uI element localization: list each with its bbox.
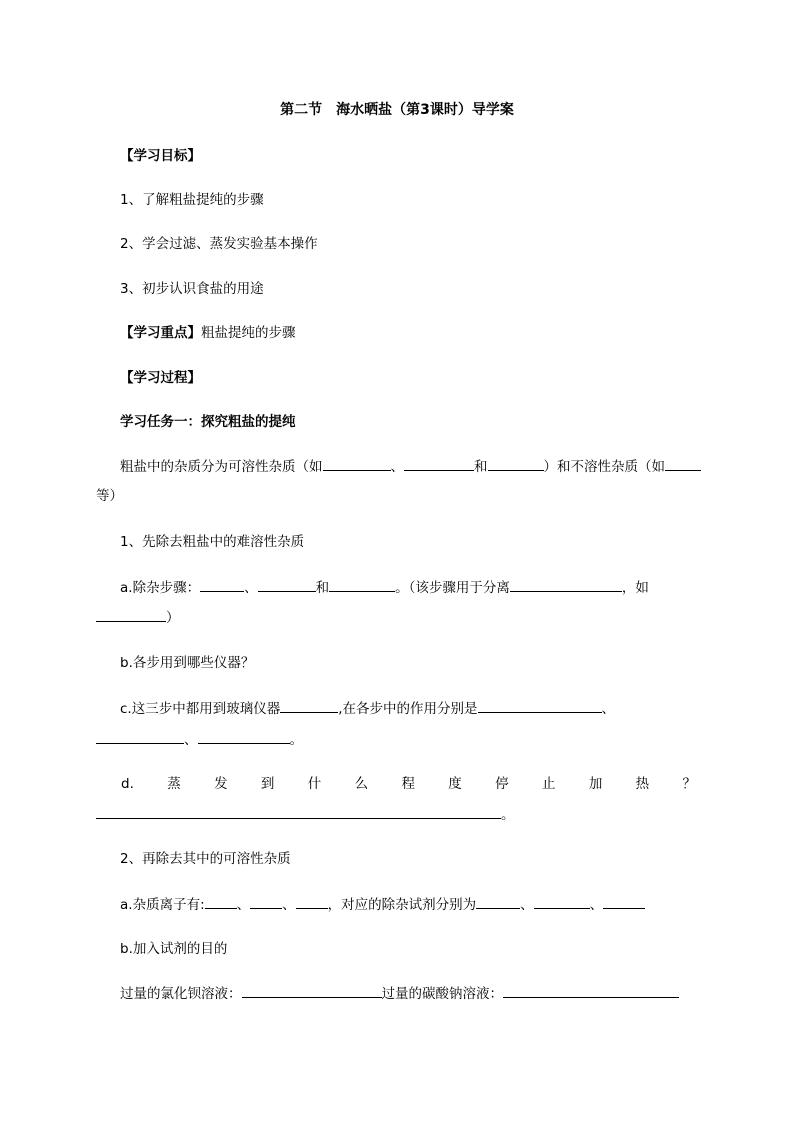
step1-c-end: 。 [289,732,303,748]
d-char: 程 [401,776,415,792]
blank[interactable] [323,456,391,471]
step2-reagents [120,983,679,1004]
d-char: 蒸 [167,776,181,792]
blank[interactable] [329,577,395,592]
blank[interactable] [404,456,474,471]
step2-heading: 2、再除去其中的可溶性杂质 [120,851,291,867]
intro-cont: 等） [96,488,123,504]
blank[interactable] [534,894,590,909]
objective-item: 2、学会过滤、蒸发实验基本操作 [120,236,318,252]
objective-item: 3、初步认识食盐的用途 [120,281,264,297]
step1-a-cont [96,607,180,628]
sep: 、 [184,732,198,748]
key-point [120,323,296,343]
blank[interactable] [205,894,237,909]
sep: 、 [589,897,604,913]
blank[interactable] [488,456,544,471]
step1-heading: 1、先除去粗盐中的难溶性杂质 [120,534,305,550]
step1-c-label: c.这三步中都用到玻璃仪器 [120,701,281,717]
na2co3-label: 过量的碳酸钠溶液： [381,986,503,1002]
d-char: 么 [354,776,369,792]
sep: 、 [601,701,616,717]
objectives-heading: 【学习目标】 [120,148,201,164]
objective-item: 1、了解粗盐提纯的步骤 [120,192,264,208]
intro-text: ）和不溶性杂质（如 [543,459,665,475]
step2-b: b.加入试剂的目的 [120,941,228,957]
blank[interactable] [96,804,439,819]
page-title: 第二节 海水晒盐（第3课时）导学案 [280,102,514,118]
blank[interactable] [280,698,338,713]
d-char: d. [121,776,134,792]
d-char: 发 [214,776,228,792]
d-char: 热 [635,776,650,792]
step1-d-end: 。 [501,807,515,823]
blank[interactable] [603,894,645,909]
blank[interactable] [96,607,166,622]
step2-a-label: a.杂质离子有: [120,897,205,913]
step1-b: b.各步用到哪些仪器？ [120,655,255,671]
blank[interactable] [510,577,622,592]
and: 和 [315,580,330,596]
step1-d-cont [96,804,515,825]
key-point-heading: 【学习重点】 [120,325,201,341]
step1-a-label: a.除杂步骤： [120,580,201,596]
blank[interactable] [296,894,328,909]
step2-a [120,894,645,915]
step1-c-mid: ,在各步中的作用分别是 [338,701,478,717]
d-char: ？ [682,776,696,792]
d-char: 止 [541,776,556,792]
blank[interactable] [198,729,290,744]
d-char: 停 [495,776,509,792]
sep: 、 [282,897,296,913]
bacl2-label: 过量的氯化钡溶液： [120,986,242,1002]
blank[interactable] [665,456,701,471]
step2-a-mid: ，对应的除杂试剂分别为 [327,897,477,913]
blank[interactable] [242,983,382,998]
d-char: 加 [588,776,603,792]
blank[interactable] [96,729,184,744]
blank[interactable] [478,698,602,713]
intro-and: 和 [474,459,488,475]
d-char: 到 [260,776,275,792]
step1-a [120,577,649,598]
task1-heading: 学习任务一：探究粗盐的提纯 [120,414,296,430]
intro-line [120,456,701,477]
step1-a-end: ） [166,610,180,626]
blank[interactable] [476,894,520,909]
key-point-text: 粗盐提纯的步骤 [201,325,296,341]
step1-d [121,774,696,794]
step1-c-cont [96,729,303,750]
blank[interactable] [503,983,679,998]
blank[interactable] [258,577,316,592]
blank[interactable] [439,804,501,819]
sep: 、 [520,897,534,913]
d-char: 什 [307,776,322,792]
sep: 、 [236,897,251,913]
blank[interactable] [250,894,282,909]
process-heading: 【学习过程】 [120,370,201,386]
step1-a-ru: ，如 [621,580,649,596]
intro-text: 粗盐中的杂质分为可溶性杂质（如 [120,459,323,475]
step1-c [120,698,615,719]
d-char: 度 [448,776,462,792]
step1-a-mid: 。（该步骤用于分离 [395,580,510,596]
blank[interactable] [200,577,244,592]
sep: 、 [244,580,258,596]
intro-sep: 、 [390,459,404,475]
